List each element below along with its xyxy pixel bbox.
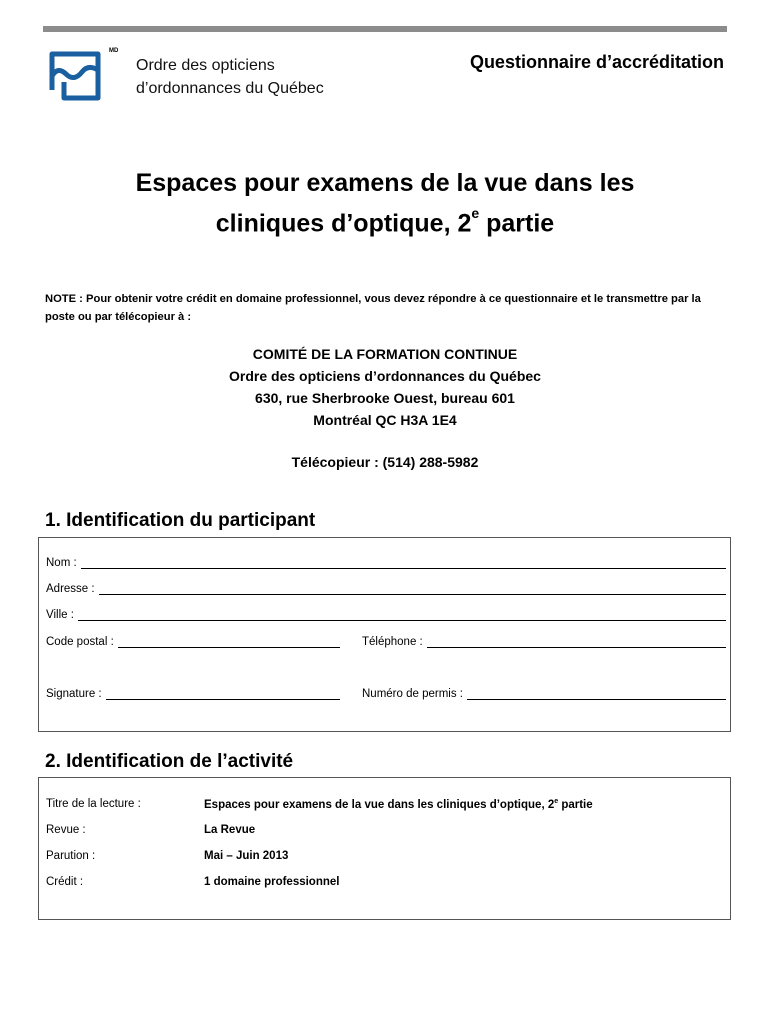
telephone-field[interactable]	[362, 636, 726, 648]
code-postal-label: Code postal :	[46, 636, 114, 648]
md-mark: MD	[109, 48, 119, 54]
note-text: NOTE : Pour obtenir votre crédit en domaine professionnel, vous devez répondre à ce questionnaire et le transmettre par la poste ou par télécopieur à :	[45, 293, 701, 323]
address-line1: COMITÉ DE LA FORMATION CONTINUE	[252, 346, 518, 362]
telephone-input-line[interactable]	[427, 637, 726, 648]
nom-field[interactable]	[46, 557, 726, 569]
ville-label: Ville :	[46, 609, 74, 621]
permis-label: Numéro de permis :	[362, 688, 463, 700]
code-postal-field[interactable]	[46, 636, 340, 648]
section1-heading: 1. Identification du participant	[45, 510, 316, 531]
activity-label-parution: Parution :	[46, 850, 96, 862]
adresse-input-line[interactable]	[99, 584, 726, 595]
org-name	[136, 54, 324, 100]
activity-value-titre	[204, 798, 593, 811]
address-line2: Ordre des opticiens d’ordonnances du Québec	[229, 368, 541, 384]
activity-label-revue: Revue :	[46, 824, 86, 836]
activity-label-titre: Titre de la lecture :	[46, 798, 141, 810]
title-line2-text: cliniques d’optique, 2	[215, 209, 472, 238]
permis-input-line[interactable]	[467, 689, 726, 700]
ville-field[interactable]	[46, 609, 726, 621]
activity-value-revue: La Revue	[204, 824, 256, 836]
signature-label: Signature :	[46, 688, 102, 700]
org-name-line1: Ordre des opticiens	[136, 57, 275, 74]
form-title: Questionnaire d’accréditation	[469, 52, 724, 72]
activity-value-credit: 1 domaine professionnel	[204, 876, 340, 888]
activity-label-credit: Crédit :	[46, 876, 84, 888]
permis-field[interactable]	[362, 688, 726, 700]
code-postal-input-line[interactable]	[118, 637, 340, 648]
nom-input-line[interactable]	[81, 558, 726, 569]
section2-heading: 2. Identification de l’activité	[45, 751, 294, 772]
signature-input-line[interactable]	[106, 689, 340, 700]
fax-number: Télécopieur : (514) 288-5982	[291, 454, 479, 470]
activity-titre-end: partie	[558, 798, 593, 811]
activity-titre-text: Espaces pour examens de la vue dans les cliniques d’optique, 2	[204, 798, 555, 811]
address-line3: 630, rue Sherbrooke Ouest, bureau 601	[255, 390, 515, 406]
mailing-address	[0, 343, 770, 431]
header-rule	[43, 26, 727, 32]
title-superscript: e	[471, 205, 480, 221]
title-line1: Espaces pour examens de la vue dans les	[135, 169, 635, 197]
org-name-line2: d’ordonnances du Québec	[136, 80, 324, 97]
address-line4: Montréal QC H3A 1E4	[313, 412, 457, 428]
ooq-logo-icon	[44, 46, 106, 106]
adresse-label: Adresse :	[46, 583, 95, 595]
adresse-field[interactable]	[46, 583, 726, 595]
activity-titre-superscript: e	[554, 798, 559, 805]
title-line2	[0, 200, 770, 240]
nom-label: Nom :	[46, 557, 77, 569]
telephone-label: Téléphone :	[362, 636, 423, 648]
activity-value-parution: Mai – Juin 2013	[204, 850, 289, 862]
ville-input-line[interactable]	[78, 610, 726, 621]
title-line2-end: partie	[479, 209, 555, 238]
signature-field[interactable]	[46, 688, 340, 700]
page-title	[0, 166, 770, 240]
